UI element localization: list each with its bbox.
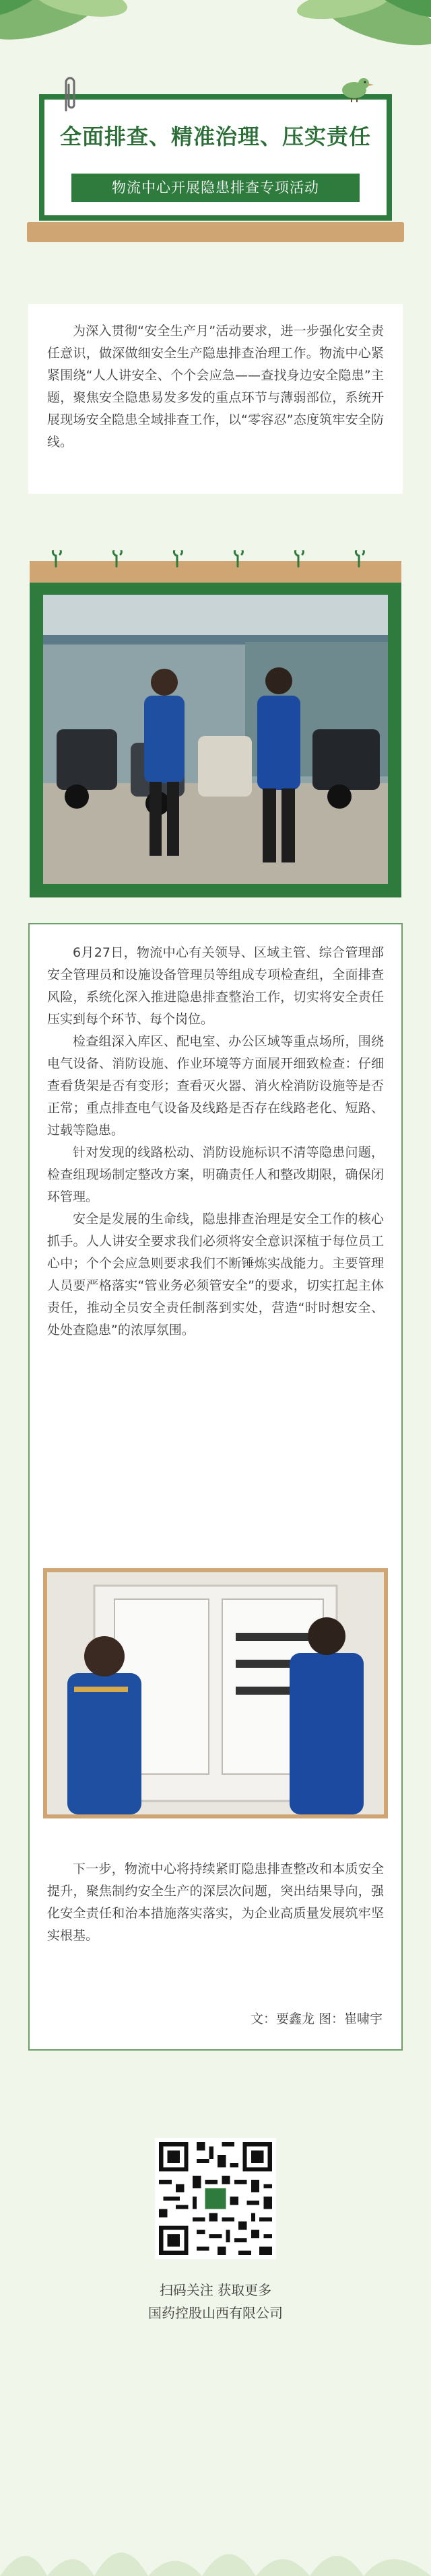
qr-code-icon[interactable] [155,2138,276,2259]
article-paragraph: 6月27日，物流中心有关领导、区域主管、综合管理部安全管理员和设施设备管理员等组成专项检查组，全面排查风险，系统化深入推进隐患排查整治工作，切实将安全责任压实到每个环节、每个岗位。 [47,945,384,1027]
page-title: 全面排查、精准治理、压实责任 [59,124,371,149]
article-card [28,923,403,2051]
photo-frame-1 [30,577,401,897]
paperclip-icon [61,74,77,113]
ring-icon [232,550,244,568]
page-subtitle: 物流中心开展隐患排查专项活动 [71,174,360,202]
article-paragraph: 检查组深入库区、配电室、办公区域等重点场所，围绕电气设备、消防设施、作业环境等方面展开细致检查：仔细查看货架是否有变形；查看灭火器、消火栓消防设施等是否正常；重点排查电气设备及线路是否存在线路老化、短路、过载等隐患。 [47,1034,384,1138]
leaf-decoration-right [269,0,431,61]
ring-icon [171,550,183,568]
ring-icon [50,550,62,568]
article-paragraph: 安全是发展的生命线，隐患排查治理是安全工作的核心抓手。人人讲安全要求我们必须将安全意识深植于每位员工心中；个个会应急则要求我们不断锤炼实战能力。主要管理人员要严格落实“管业务必须管安全”的要求，切实扛起主体责任，推动全员安全责任制落到实处，营造“时时想安全、处处查隐患”的浓厚氛围。 [47,1212,384,1337]
ring-icon [110,550,123,568]
photo-frame-2 [43,1568,388,1818]
grass-decoration [0,2515,431,2576]
frame-header-bar [30,561,401,583]
intro-card [28,304,403,494]
article-paragraph: 针对发现的线路松动、消防设施标识不清等隐患问题，检查组现场制定整改方案，明确责任人和整改期限，确保闭环管理。 [47,1145,384,1204]
article-closing-paragraph: 下一步，物流中心将持续紧盯隐患排查整改和本质安全提升，聚焦制约安全生产的深层次问题，突出结果导向，强化安全责任和治本措施落实落实，为企业高质量发展筑牢坚实根基。 [47,1862,384,1943]
leaf-decoration-left [0,0,155,54]
ring-icon [353,550,365,568]
footer-scan-text: 扫码关注 获取更多 [159,2282,272,2298]
footer-company-name: 国药控股山西有限公司 [148,2305,283,2321]
bird-icon [337,73,374,102]
article-byline: 文：要鑫龙 图：崔啸宇 [250,2012,383,2026]
ring-icon [292,550,304,568]
inspection-photo-electrical [47,1572,384,1814]
intro-paragraph: 为深入贯彻“安全生产月”活动要求，进一步强化安全责任意识，做深做细安全生产隐患排查治理工作。物流中心紧紧围绕“人人讲安全、个个会应急——查找身边安全隐患”主题，聚焦安全隐患易发多发的重点环节与薄弱部位，系统开展现场安全隐患全域排查工作，以“零容忍”态度筑牢安全防线。 [47,324,384,449]
header-banner [39,94,392,221]
inspection-photo-parking [43,595,388,884]
banner-shelf [27,222,404,242]
